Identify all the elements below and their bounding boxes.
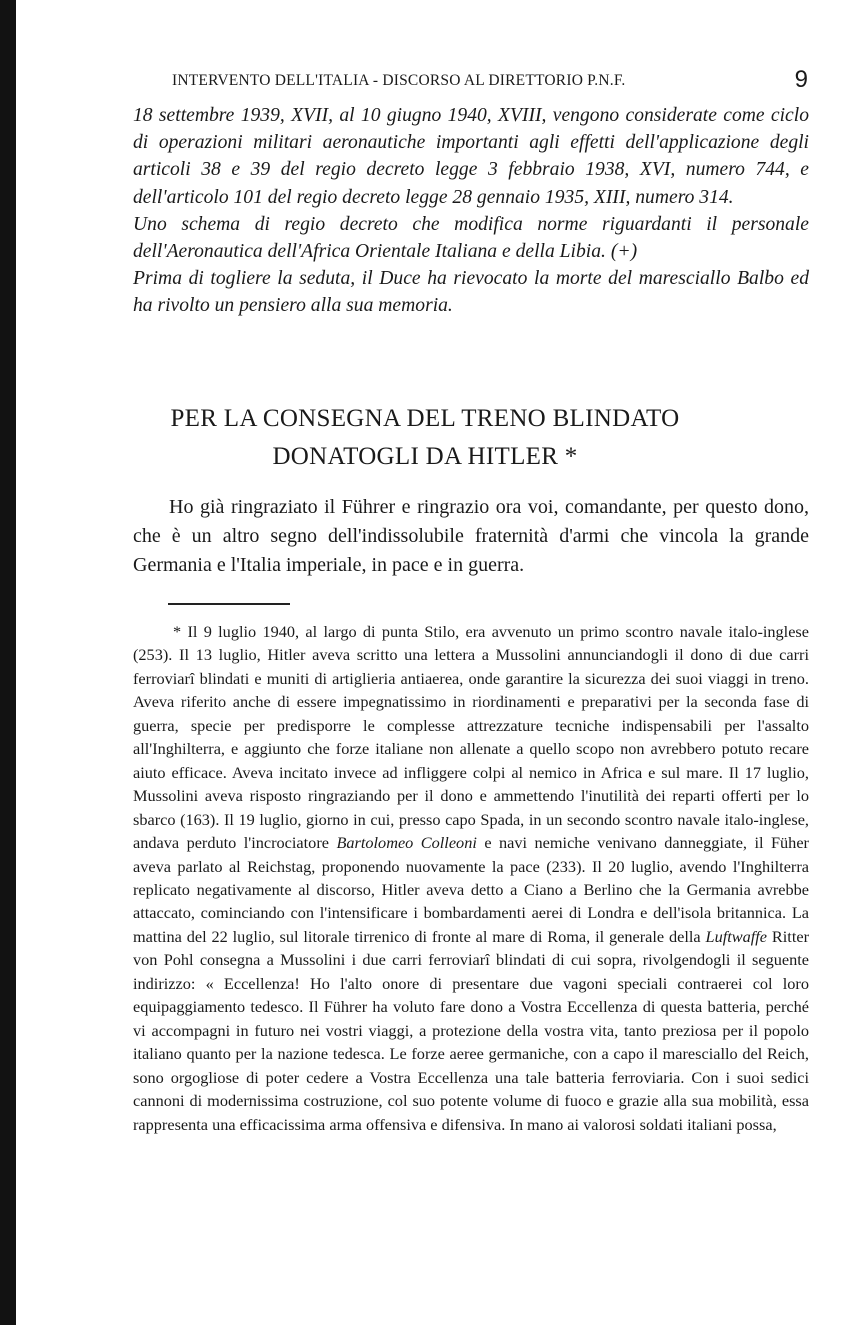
intro-paragraph: 18 settembre 1939, XVII, al 10 giugno 1940, XVIII, vengono considerate come ciclo di operazioni militari aeronautiche importanti agli effetti dell'applicazione degli articoli 38 e 39 del regio decreto legge 3 febbraio 1938, XVI, numero 744, e dell'articolo 101 del regio decreto legge 28 gennaio 1935, XIII, numero 314. bbox=[133, 105, 809, 208]
scan-binding-edge bbox=[0, 0, 16, 1325]
footnote-divider bbox=[168, 603, 290, 605]
intro-paragraph: Prima di togliere la seduta, il Duce ha rievocato la morte del maresciallo Balbo ed ha rivolto un pensiero alla sua memoria. bbox=[133, 268, 809, 317]
page-header bbox=[172, 66, 808, 96]
section-title bbox=[110, 400, 740, 476]
speech-paragraph: Ho già ringraziato il Führer e ringrazio ora voi, comandante, per questo dono, che è un altro segno dell'indissolubile fraternità d'armi che vincola la grande Germania e l'Italia imperiale, in pace e in guerra. bbox=[133, 496, 809, 576]
section-title-line: DONATOGLI DA HITLER * bbox=[272, 443, 578, 470]
section-title-line: PER LA CONSEGNA DEL TRENO BLINDATO bbox=[170, 405, 680, 432]
intro-paragraph: Uno schema di regio decreto che modifica norme riguardanti il personale dell'Aeronautica dell'Africa Orientale Italiana e della Libia. (+) bbox=[133, 213, 809, 263]
luftwaffe-term: Luftwaffe bbox=[705, 926, 768, 946]
ship-name: Bartolomeo Colleoni bbox=[336, 833, 477, 853]
running-head: INTERVENTO DELL'ITALIA - DISCORSO AL DIRETTORIO P.N.F. bbox=[172, 72, 626, 89]
footnote-text: e navi nemiche venivano danneggiate, il Füher aveva parlato al Reichstag, proponendo nuovamente la pace (233). Il 20 luglio, avendo l'Inghilterra replicato negativamente al discorso, Hitler aveva detto a Ciano a Berlino che la Germania avrebbe attaccato, cominciando con l'intensificare i bombardamenti aerei di Londra e dell'isola britannica. La mattina del 22 luglio, sul litorale tirrenico di fronte al mare di Roma, il generale della bbox=[133, 833, 809, 946]
intro-italic-block bbox=[133, 102, 809, 320]
footnote-text: * Il 9 luglio 1940, al largo di punta Stilo, era avvenuto un primo scontro navale italo-inglese (253). Il 13 luglio, Hitler aveva scritto una lettera a Mussolini annunciandogli il dono di due carri ferroviarî blindati e muniti di artiglieria antiaerea, onde garantire la sicurezza dei suoi viaggi in treno. Aveva riferito anche di essere impegnatissimo in riordinamenti e preparativi per la seconda fase di guerra, specie per predisporre le complesse attrezzature tecniche indispensabili per l'assalto all'Inghilterra, e aggiunto che forze italiane non allenate a quello scopo non avrebbero potuto recare aiuto efficace. Aveva incitato invece ad infliggere colpi al nemico in Africa e sul mare. Il 17 luglio, Mussolini aveva risposto ringraziando per il dono e ammettendo l'inutilità dei reparti offerti per lo sbarco (163). Il 19 luglio, giorno in cui, presso capo Spada, in un secondo scontro navale italo-inglese, andava perduto l'incrociatore bbox=[133, 622, 809, 853]
page-number: 9 bbox=[794, 66, 808, 93]
footnote bbox=[133, 620, 809, 1136]
footnote-text: Ritter von Pohl consegna a Mussolini i due carri ferroviarî blindati di cui sopra, rivolgendogli il seguente indirizzo: « Eccellenza! Ho l'alto onore di presentare due vagoni speciali contraerei col loro equipaggiamento tedesco. Il Führer ha voluto fare dono a Vostra Eccellenza di questa batteria, perché vi accompagni in futuro nei vostri viaggi, a protezione della vostra vita, tanto preziosa per il popolo italiano quanto per la nazione tedesca. Le forze aeree germaniche, con a capo il maresciallo del Reich, sono orgogliose di poter cedere a Vostra Eccellenza una tale batteria ferroviaria. Con i suoi sedici cannoni di modernissima costruzione, col suo potente volume di fuoco e grazie alla sua mobilità, essa rappresenta una efficacissima arma offensiva e difensiva. In mano ai valorosi soldati italiani possa, bbox=[133, 926, 809, 1134]
